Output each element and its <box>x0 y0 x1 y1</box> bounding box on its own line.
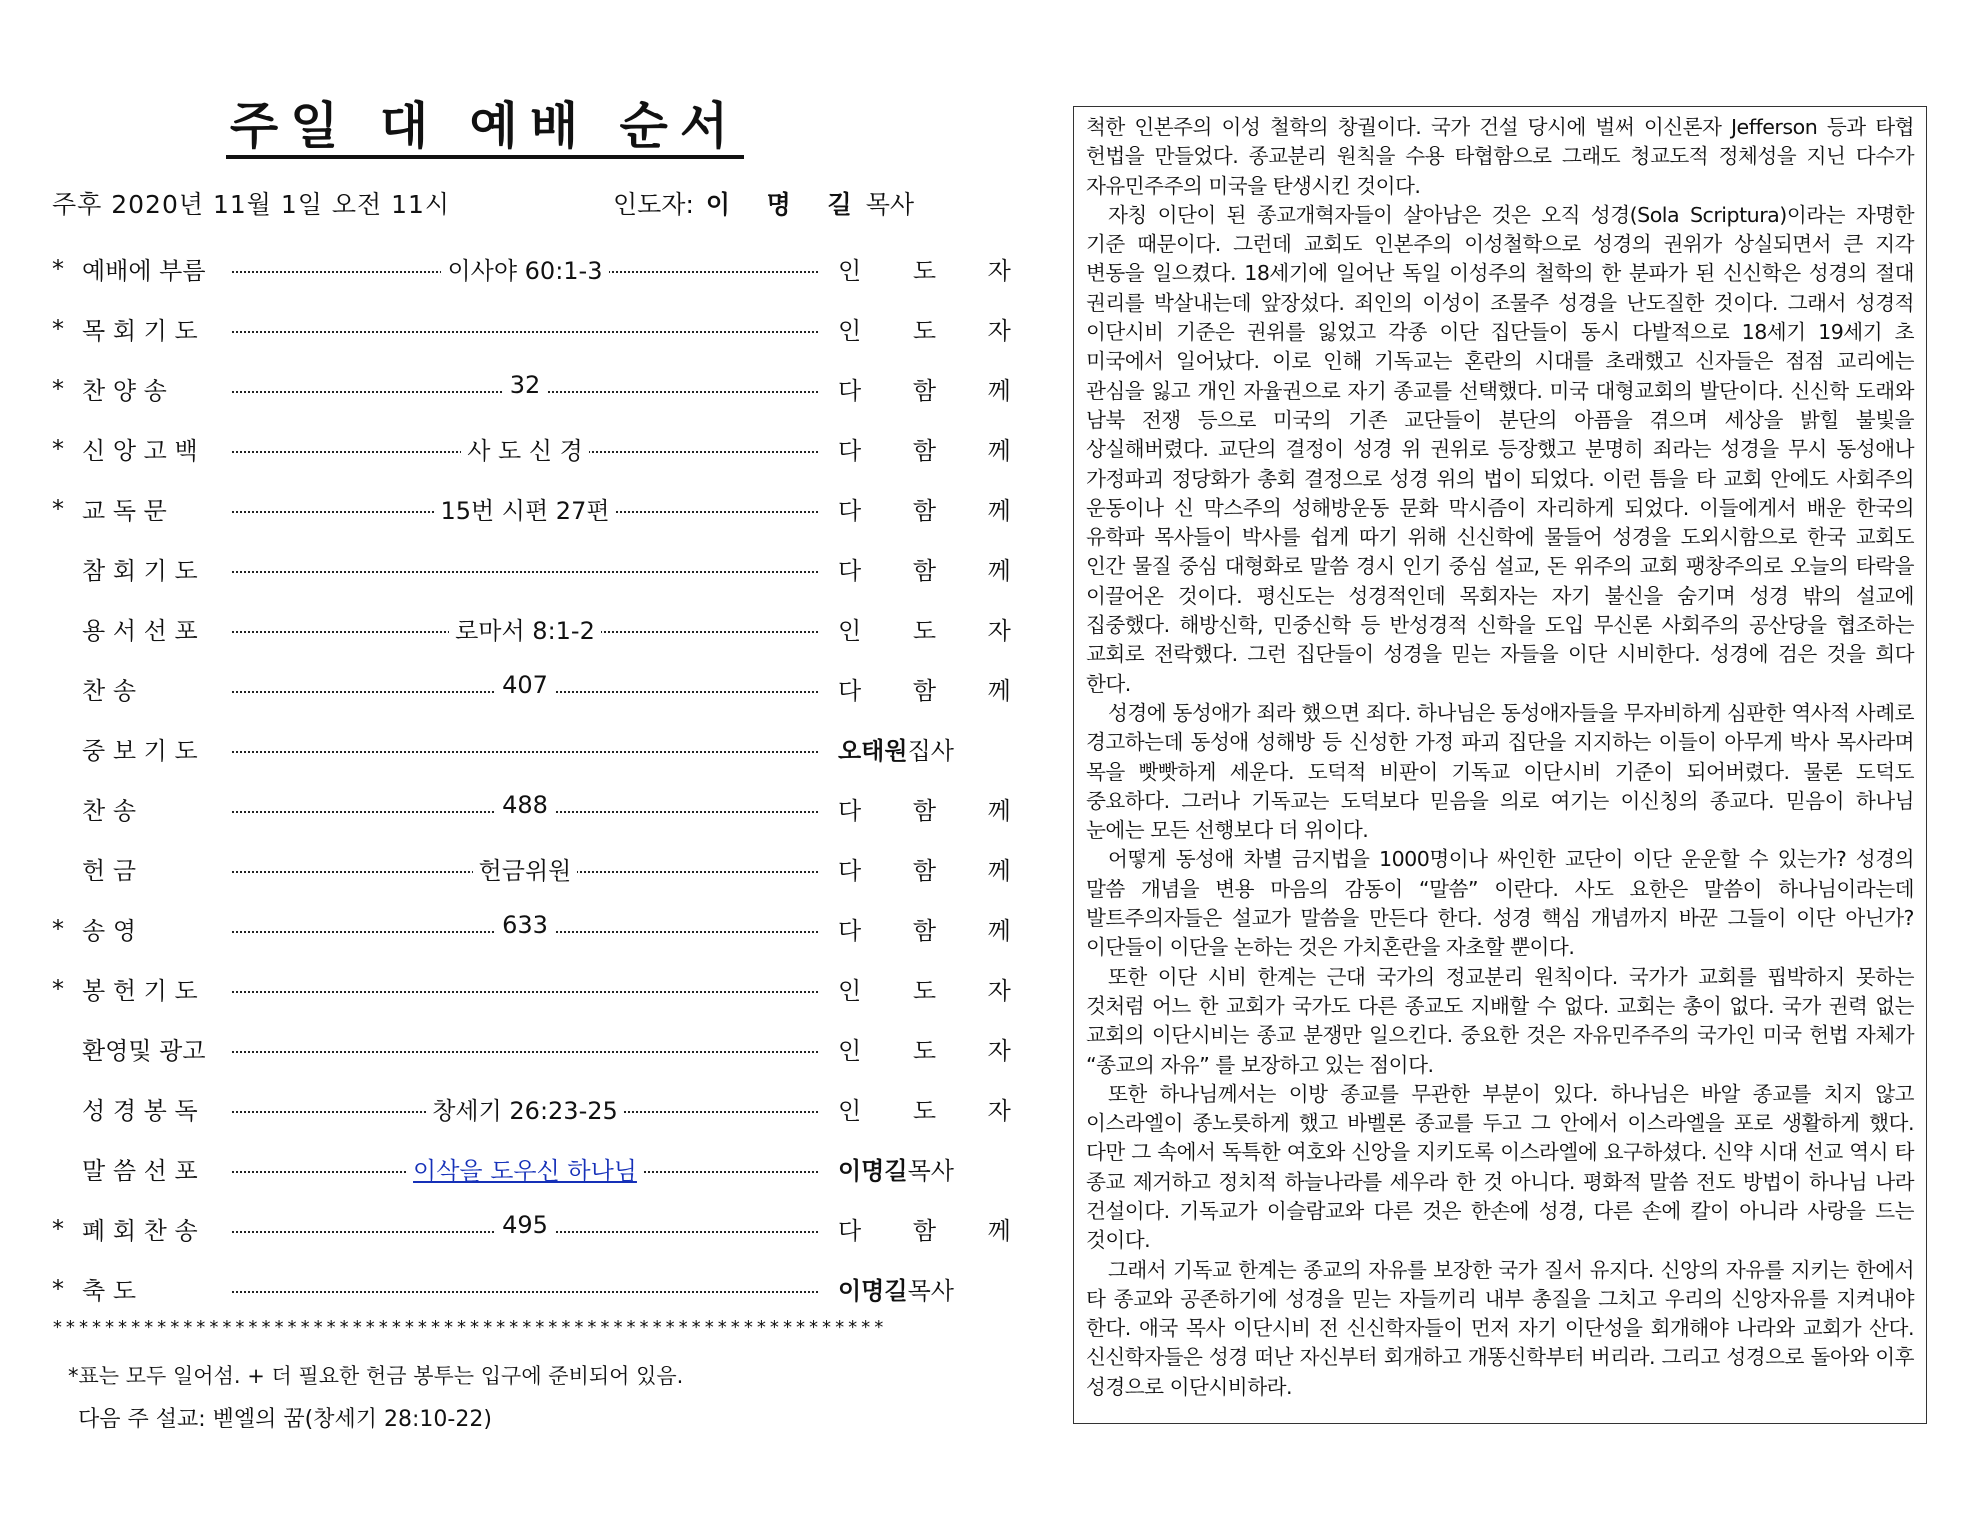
dot-leader <box>232 371 818 401</box>
separator-stars: **************************************************************** <box>52 1317 887 1338</box>
order-item-label: 말 씀 선 포 <box>82 1157 198 1185</box>
order-item-label: 신 앙 고 백 <box>82 437 198 465</box>
article-paragraph: 척한 인본주의 이성 철학의 창궐이다. 국가 건설 당시에 벌써 이신론자 Jefferson 등과 타협 헌법을 만들었다. 종교분리 원칙을 수용 타협함으로 그래도 청교도적 정체성을 지닌 다수가 자유민주주의 미국을 탄생시킨 것이다. <box>1086 115 1914 198</box>
responsible-group: 다 함 께 <box>838 797 1033 825</box>
dot-leader <box>232 1031 818 1061</box>
leader-name: 이 명 길 <box>705 190 866 219</box>
order-item-label: 환영및 광고 <box>82 1037 206 1065</box>
order-item-responsible <box>838 431 1033 466</box>
order-item-label: 찬 양 송 <box>82 377 167 405</box>
order-item-label: 봉 헌 기 도 <box>82 977 198 1005</box>
order-item <box>52 295 1033 355</box>
order-list <box>52 235 1033 1315</box>
order-item-content: 488 <box>496 791 554 819</box>
service-leader <box>613 185 914 221</box>
responsible-group: 다 함 께 <box>838 437 1033 465</box>
order-item <box>52 1075 1033 1135</box>
order-item <box>52 1015 1033 1075</box>
standing-mark: * <box>52 1275 64 1303</box>
order-item <box>52 535 1033 595</box>
standing-mark: * <box>52 315 64 343</box>
dot-leader <box>232 251 818 285</box>
order-item-label: 예배에 부름 <box>82 257 206 285</box>
order-item-content: 로마서 8:1-2 <box>449 617 601 645</box>
order-item-content: 32 <box>504 371 547 399</box>
standing-mark: * <box>52 1215 64 1243</box>
article-paragraph: 또한 하나님께서는 이방 종교를 무관한 부분이 있다. 하나님은 바알 종교를 치지 않고 이스라엘이 종노릇하게 했고 바벨론 종교를 두고 그 안에서 이스라엘을 포로 생활하게 했다. 다만 그 속에서 독특한 여호와 신앙을 지키도록 이스라엘에 요구하셨다. 신약 시대 선교 역시 타 종교 제거하고 정치적 하늘나라를 세우라 한 것 아니다. 평화적 말씀 전도 방법이 하나님 나라 건설이다. 기독교가 이슬람교와 다른 것은 한손에 성경, 다른 손에 칼이 아니라 사랑을 드는 것이다. <box>1086 1081 1914 1253</box>
dot-leader <box>232 611 818 645</box>
order-item <box>52 355 1033 415</box>
order-item-responsible <box>838 1031 1033 1066</box>
dot-leader <box>232 911 818 941</box>
responsible-group: 다 함 께 <box>838 377 1033 405</box>
order-item-content: 이사야 60:1-3 <box>441 257 608 285</box>
order-item-responsible <box>838 311 1033 346</box>
order-item <box>52 895 1033 955</box>
responsible-group: 다 함 께 <box>838 857 1033 885</box>
responsible-group: 다 함 께 <box>838 917 1033 945</box>
standing-note: *표는 모두 일어섬. + 더 필요한 헌금 봉투는 입구에 준비되어 있음. <box>68 1364 684 1388</box>
responsible-name: 이명길 <box>838 1157 908 1185</box>
dot-leader <box>232 491 818 525</box>
order-item-responsible <box>838 491 1033 526</box>
order-item <box>52 1135 954 1195</box>
order-item-content: 헌금위원 <box>473 857 578 885</box>
order-item-label: 헌 금 <box>82 857 136 885</box>
dot-leader <box>232 1211 818 1241</box>
responsible-group: 인 도 자 <box>838 977 1033 1005</box>
order-item <box>52 775 1033 835</box>
responsible-group: 다 함 께 <box>838 497 1033 525</box>
responsible-name: 이명길 <box>838 1277 908 1305</box>
standing-mark: * <box>52 915 64 943</box>
standing-mark: * <box>52 435 64 463</box>
order-item <box>52 595 1033 655</box>
order-item-responsible <box>838 851 1033 886</box>
responsible-group: 인 도 자 <box>838 257 1033 285</box>
order-item-responsible <box>838 1271 958 1306</box>
order-item-label: 찬 송 <box>82 677 136 705</box>
service-header <box>52 185 918 225</box>
responsible-group: 다 함 께 <box>838 677 1033 705</box>
dot-leader <box>232 431 818 465</box>
standing-mark: * <box>52 375 64 403</box>
order-item <box>52 835 1033 895</box>
responsible-group: 다 함 께 <box>838 557 1033 585</box>
dot-leader <box>232 671 818 701</box>
responsible-group: 인 도 자 <box>838 1097 1033 1125</box>
article-paragraph: 그래서 기독교 한계는 종교의 자유를 보장한 국가 질서 유지다. 신앙의 자유를 지키는 한에서 타 종교와 공존하기에 성경을 믿는 자들끼리 내부 총질을 그치고 우리의 신앙자유를 지켜내야 한다. 애국 목사 이단시비 전 신신학자들이 먼저 자기 이단성을 회개해야 나라와 교회가 산다. 신신학자들은 성경 떠난 자신부터 회개하고 개똥신학부터 버리라. 그리고 성경으로 돌아와 이후 성경으로 이단시비하라. <box>1086 1257 1914 1399</box>
order-item <box>52 1195 1033 1255</box>
order-item <box>52 415 1033 475</box>
dot-leader <box>232 1091 818 1125</box>
leader-title: 목사 <box>865 190 914 219</box>
order-item-responsible <box>838 1211 1033 1246</box>
order-item-responsible <box>838 791 1033 826</box>
responsible-group: 인 도 자 <box>838 617 1033 645</box>
service-date: 주후 2020년 11월 1일 오전 11시 <box>52 190 451 219</box>
dot-leader <box>232 311 818 341</box>
order-item <box>52 235 1033 295</box>
responsible-title: 목사 <box>907 1277 954 1305</box>
article-paragraph: 성경에 동성애가 죄라 했으면 죄다. 하나님은 동성애자들을 무자비하게 심판한 역사적 사례로 경고하는데 동성애 성해방 등 신성한 가정 파괴 집단을 지지하는 이들이 아무게 박사 목사라며 목을 빳빳하게 세운다. 도덕적 비판이 기독교 이단시비 기준이 되어버렸다. 물론 도덕도 중요하다. 그러나 기독교는 도덕보다 믿음을 의로 여기는 이신칭의 종교다. 믿음이 하나님 눈에는 모든 선행보다 더 위이다. <box>1086 700 1914 843</box>
dot-leader <box>232 791 818 821</box>
standing-mark: * <box>52 495 64 523</box>
dot-leader <box>232 1271 818 1301</box>
responsible-name: 오태원 <box>838 737 908 765</box>
responsible-group: 인 도 자 <box>838 317 1033 345</box>
order-item-content: 495 <box>496 1211 554 1239</box>
next-sermon: 다음 주 설교: 벧엘의 꿈(창세기 28:10-22) <box>78 1407 492 1432</box>
order-item-content: 407 <box>496 671 554 699</box>
dot-leader <box>232 731 818 761</box>
order-item-label: 목 회 기 도 <box>82 317 198 345</box>
order-item-label: 교 독 문 <box>82 497 167 525</box>
order-item-label: 축 도 <box>82 1277 136 1305</box>
worship-order-page <box>52 95 1033 1433</box>
standing-mark: * <box>52 975 64 1003</box>
responsible-group: 다 함 께 <box>838 1217 1033 1245</box>
order-item-responsible <box>838 731 958 766</box>
article-box <box>1073 106 1927 1424</box>
order-item <box>52 715 954 775</box>
responsible-title: 집사 <box>907 737 954 765</box>
order-item-responsible <box>838 1151 958 1186</box>
order-item <box>52 655 1033 715</box>
standing-mark: * <box>52 255 64 283</box>
order-item-responsible <box>838 251 1033 286</box>
dot-leader <box>232 551 818 581</box>
order-item-label: 중 보 기 도 <box>82 737 198 765</box>
order-item-content: 창세기 26:23-25 <box>426 1097 624 1125</box>
leader-label: 인도자: <box>613 190 694 219</box>
order-item-responsible <box>838 911 1033 946</box>
order-item-content: 633 <box>496 911 554 939</box>
order-item-responsible <box>838 551 1033 586</box>
order-item-label: 참 회 기 도 <box>82 557 198 585</box>
order-item-responsible <box>838 971 1033 1006</box>
order-item-label: 송 영 <box>82 917 136 945</box>
order-item <box>52 955 1033 1015</box>
order-item-label: 폐 회 찬 송 <box>82 1217 198 1245</box>
order-item <box>52 1255 954 1315</box>
order-item-content: 15번 시편 27편 <box>434 497 615 525</box>
order-item-content[interactable]: 이삭을 도우신 하나님 <box>407 1157 643 1185</box>
article-paragraph: 자칭 이단이 된 종교개혁자들이 살아남은 것은 오직 성경(Sola Scriptura)이라는 자명한 기준 때문이다. 그런데 교회도 인본주의 이성철학으로 성경의 권위가 상실되면서 큰 지각 변동을 일으켰다. 18세기에 일어난 독일 이성주의 철학의 한 분파가 된 신신학은 성경의 절대 권리를 박살내는데 앞장섰다. 죄인의 이성이 조물주 성경을 난도질한 것이다. 그래서 성경적 이단시비 기준은 권위를 잃었고 각종 이단 집단들이 동시 다발적으로 18세기 19세기 초 미국에서 일어났다. 이로 인해 기독교는 혼란의 시대를 초래했고 신자들은 점점 교리에는 관심을 잃고 개인 자율권으로 자기 종교를 선택했다. 미국 대형교회의 발단이다. 신신학 도래와 남북 전쟁 등으로 미국의 기존 교단들이 분단의 아픔을 겪으며 세상을 밝힐 불빛을 상실해버렸다. 교단의 결정이 성경 위 권위로 등장했고 분명히 죄라는 성경을 무시 동성애나 가정파괴 정당화가 총회 결정으로 성경 위의 법이 되었다. 이런 틈을 타 교회 안에도 사회주의 운동이나 신 막스주의 성해방운동 문화 막시즘이 자리하게 되었다. 이들에게서 배운 한국의 유학파 목사들이 박사를 쉽게 따기 위해 신신학에 물들어 성경을 도외시함으로 한국 교회도 인간 물질 중심 대형화로 말씀 경시 인기 중심 설교, 돈 위주의 교회 팽창주의로 오늘의 타락을 이끌어온 것이다. 평신도는 성경적인데 목회자는 자기 불신을 숨기며 성경 밖의 설교에 집중했다. 해방신학, 민중신학 등 반성경적 신학을 도입 무신론 사회주의 공산당을 협조하는 교회로 전락했다. 그런 집단들이 성경을 믿는 자들을 이단 시비한다. 성경에 검은 것을 희다 한다. <box>1086 202 1914 696</box>
responsible-title: 목사 <box>907 1157 954 1185</box>
order-item-responsible <box>838 611 1033 646</box>
order-item-responsible <box>838 671 1033 706</box>
order-item-responsible <box>838 1091 1033 1126</box>
order-item-responsible <box>838 371 1033 406</box>
article-paragraph: 어떻게 동성애 차별 금지법을 1000명이나 싸인한 교단이 이단 운운할 수 있는가? 성경의 말씀 개념을 변용 마음의 감동이 “말씀” 이란다. 사도 요한은 말씀이 하나님이라는데 발트주의자들은 설교가 말씀을 만든다 한다. 성경 핵심 개념까지 바꾼 그들이 이단 아닌가? 이단들이 이단을 논하는 것은 가치혼란을 자초할 뿐이다. <box>1086 847 1914 960</box>
dot-leader <box>232 971 818 1001</box>
order-item-label: 성 경 봉 독 <box>82 1097 198 1125</box>
order-item-label: 용 서 선 포 <box>82 617 198 645</box>
page-title: 주일 대 예배 순서 <box>52 95 918 157</box>
article-paragraph: 또한 이단 시비 한계는 근대 국가의 정교분리 원칙이다. 국가가 교회를 핍박하지 못하는 것처럼 어느 한 교회가 국가도 다른 종교도 지배할 수 없다. 교회는 총이 없다. 국가 권력 없는 교회의 이단시비는 종교 분쟁만 일으킨다. 중요한 것은 자유민주주의 국가인 미국 헌법 자체가 “종교의 자유” 를 보장하고 있는 점이다. <box>1086 964 1914 1077</box>
order-item <box>52 475 1033 535</box>
order-item-content: 사 도 신 경 <box>461 437 589 465</box>
dot-leader <box>232 851 818 885</box>
dot-leader <box>232 1151 818 1185</box>
responsible-group: 인 도 자 <box>838 1037 1033 1065</box>
order-item-label: 찬 송 <box>82 797 136 825</box>
